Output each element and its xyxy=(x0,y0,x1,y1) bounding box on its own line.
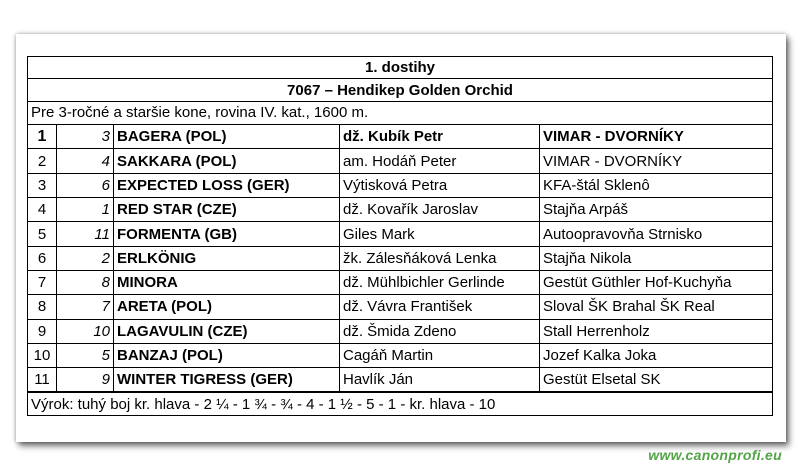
owner-cell: Sloval ŠK Brahal ŠK Real xyxy=(540,295,773,319)
table-row xyxy=(28,198,772,222)
position-cell: 1 xyxy=(28,125,57,149)
start-number-cell: 8 xyxy=(57,270,114,294)
table-row xyxy=(28,222,772,246)
jockey-cell: Havlík Ján xyxy=(340,368,540,392)
position-cell: 3 xyxy=(28,173,57,197)
owner-cell: VIMAR - DVORNÍKY xyxy=(540,149,773,173)
table-row xyxy=(28,319,772,343)
position-cell: 2 xyxy=(28,149,57,173)
race-title: 7067 – Hendikep Golden Orchid xyxy=(28,79,772,101)
start-number-cell: 2 xyxy=(57,246,114,270)
jockey-cell: dž. Kubík Petr xyxy=(340,125,540,149)
owner-cell: Gestüt Elsetal SK xyxy=(540,368,773,392)
owner-cell: Gestüt Güthler Hof-Kuchyňa xyxy=(540,270,773,294)
start-number-cell: 1 xyxy=(57,198,114,222)
horse-name-cell: ARETA (POL) xyxy=(114,295,340,319)
race-conditions: Pre 3-ročné a staršie kone, rovina IV. kat., 1600 m. xyxy=(31,104,369,122)
jockey-cell: žk. Zálesňáková Lenka xyxy=(340,246,540,270)
table-row xyxy=(28,368,772,392)
table-row xyxy=(28,270,772,294)
owner-cell: Stajňa Arpáš xyxy=(540,198,773,222)
owner-cell: VIMAR - DVORNÍKY xyxy=(540,125,773,149)
table-row xyxy=(28,343,772,367)
position-cell: 5 xyxy=(28,222,57,246)
horse-name-cell: ERLKÖNIG xyxy=(114,246,340,270)
position-cell: 8 xyxy=(28,295,57,319)
watermark-text: www.canonprofi.eu xyxy=(648,447,782,463)
start-number-cell: 6 xyxy=(57,173,114,197)
owner-cell: Stall Herrenholz xyxy=(540,319,773,343)
horse-name-cell: WINTER TIGRESS (GER) xyxy=(114,368,340,392)
jockey-cell: dž. Vávra František xyxy=(340,295,540,319)
start-number-cell: 5 xyxy=(57,343,114,367)
race-result-sheet xyxy=(27,56,773,416)
owner-cell: Jozef Kalka Joka xyxy=(540,343,773,367)
jockey-cell: Cagáň Martin xyxy=(340,343,540,367)
position-cell: 7 xyxy=(28,270,57,294)
horse-name-cell: SAKKARA (POL) xyxy=(114,149,340,173)
horse-name-cell: LAGAVULIN (CZE) xyxy=(114,319,340,343)
race-heading: 1. dostihy xyxy=(28,57,772,79)
owner-cell: Autoopravovňa Strnisko xyxy=(540,222,773,246)
jockey-cell: Giles Mark xyxy=(340,222,540,246)
jockey-cell: dž. Mühlbichler Gerlinde xyxy=(340,270,540,294)
results-table xyxy=(28,124,772,392)
position-cell: 11 xyxy=(28,368,57,392)
jockey-cell: dž. Kovařík Jaroslav xyxy=(340,198,540,222)
position-cell: 4 xyxy=(28,198,57,222)
table-row xyxy=(28,125,772,149)
position-cell: 10 xyxy=(28,343,57,367)
start-number-cell: 4 xyxy=(57,149,114,173)
table-row xyxy=(28,246,772,270)
owner-cell: KFA-štál Sklenô xyxy=(540,173,773,197)
table-row xyxy=(28,295,772,319)
start-number-cell: 7 xyxy=(57,295,114,319)
table-row xyxy=(28,149,772,173)
jockey-cell: am. Hodáň Peter xyxy=(340,149,540,173)
start-number-cell: 10 xyxy=(57,319,114,343)
table-row xyxy=(28,173,772,197)
horse-name-cell: EXPECTED LOSS (GER) xyxy=(114,173,340,197)
horse-name-cell: FORMENTA (GB) xyxy=(114,222,340,246)
position-cell: 9 xyxy=(28,319,57,343)
start-number-cell: 9 xyxy=(57,368,114,392)
position-cell: 6 xyxy=(28,246,57,270)
start-number-cell: 3 xyxy=(57,125,114,149)
jockey-cell: dž. Šmida Zdeno xyxy=(340,319,540,343)
horse-name-cell: BAGERA (POL) xyxy=(114,125,340,149)
race-verdict: Výrok: tuhý boj kr. hlava - 2 ¼ - 1 ¾ - ¾ - 4 - 1 ½ - 5 - 1 - kr. hlava - 10 xyxy=(28,392,772,414)
document-page xyxy=(16,34,786,442)
start-number-cell: 11 xyxy=(57,222,114,246)
horse-name-cell: BANZAJ (POL) xyxy=(114,343,340,367)
horse-name-cell: MINORA xyxy=(114,270,340,294)
jockey-cell: Výtisková Petra xyxy=(340,173,540,197)
horse-name-cell: RED STAR (CZE) xyxy=(114,198,340,222)
owner-cell: Stajňa Nikola xyxy=(540,246,773,270)
